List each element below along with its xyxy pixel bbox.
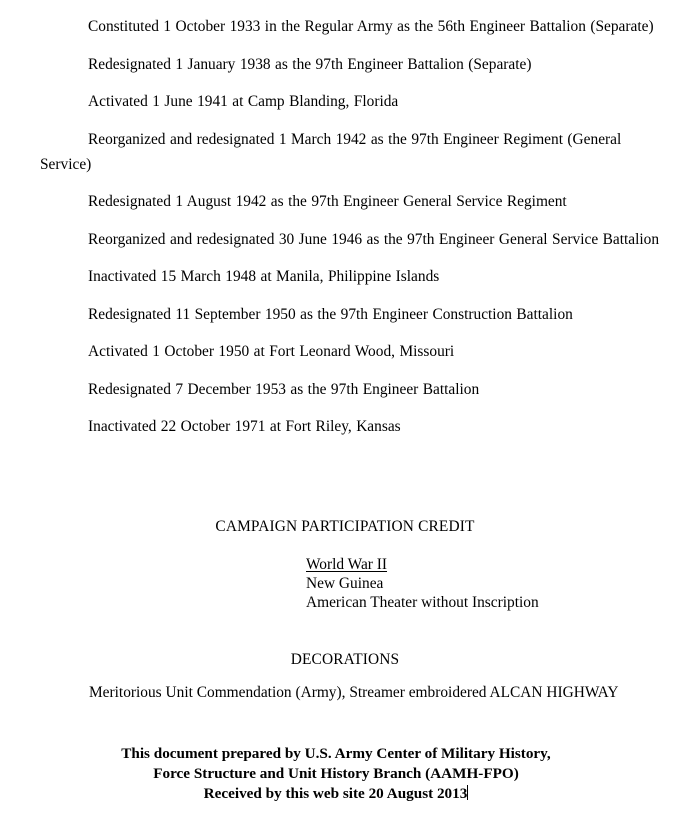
footer-line-received xyxy=(0,784,672,804)
lineage-entry: Redesignated 1 August 1942 as the 97th Engineer General Service Regiment xyxy=(88,193,567,210)
lineage-entry: Inactivated 15 March 1948 at Manila, Philippine Islands xyxy=(88,268,440,285)
text-caret xyxy=(467,785,468,800)
footer-line-branch: Force Structure and Unit History Branch (AAMH-FPO) xyxy=(153,765,519,782)
lineage-entry: Redesignated 7 December 1953 as the 97th Engineer Battalion xyxy=(88,380,480,398)
campaign-item: New Guinea xyxy=(306,575,384,592)
lineage-entry: Reorganized and redesignated 30 June 1946 as the 97th Engineer General Service Battalion xyxy=(88,230,660,248)
lineage-section xyxy=(40,14,670,452)
campaign-war-text: World War II xyxy=(306,556,388,573)
lineage-entry: Reorganized and redesignated 1 March 1942 as the 97th Engineer Regiment (General Service) xyxy=(40,130,622,173)
lineage-entry: Activated 1 June 1941 at Camp Blanding, Florida xyxy=(88,93,399,110)
footer-received-text: Received by this web site 20 August 2013 xyxy=(203,785,468,802)
lineage-entry: Constituted 1 October 1933 in the Regular Army as the 56th Engineer Battalion (Separate) xyxy=(88,18,654,35)
lineage-entry: Inactivated 22 October 1971 at Fort Riley, Kansas xyxy=(88,418,401,435)
decoration-item: Meritorious Unit Commendation (Army), Streamer embroidered ALCAN HIGHWAY xyxy=(89,684,619,701)
decorations-heading: DECORATIONS xyxy=(290,651,400,668)
campaign-war-label xyxy=(306,555,387,574)
campaign-item: American Theater without Inscription xyxy=(306,594,539,611)
lineage-entry: Activated 1 October 1950 at Fort Leonard Wood, Missouri xyxy=(88,343,455,360)
document-footer xyxy=(0,744,690,804)
lineage-entry: Redesignated 1 January 1938 as the 97th Engineer Battalion (Separate) xyxy=(88,55,532,73)
campaign-participation-credit-heading: CAMPAIGN PARTICIPATION CREDIT xyxy=(215,518,475,535)
footer-line-preparer: This document prepared by U.S. Army Center of Military History, xyxy=(121,745,551,762)
lineage-entry: Redesignated 11 September 1950 as the 97th Engineer Construction Battalion xyxy=(88,305,573,323)
campaign-credit-list xyxy=(306,555,539,612)
